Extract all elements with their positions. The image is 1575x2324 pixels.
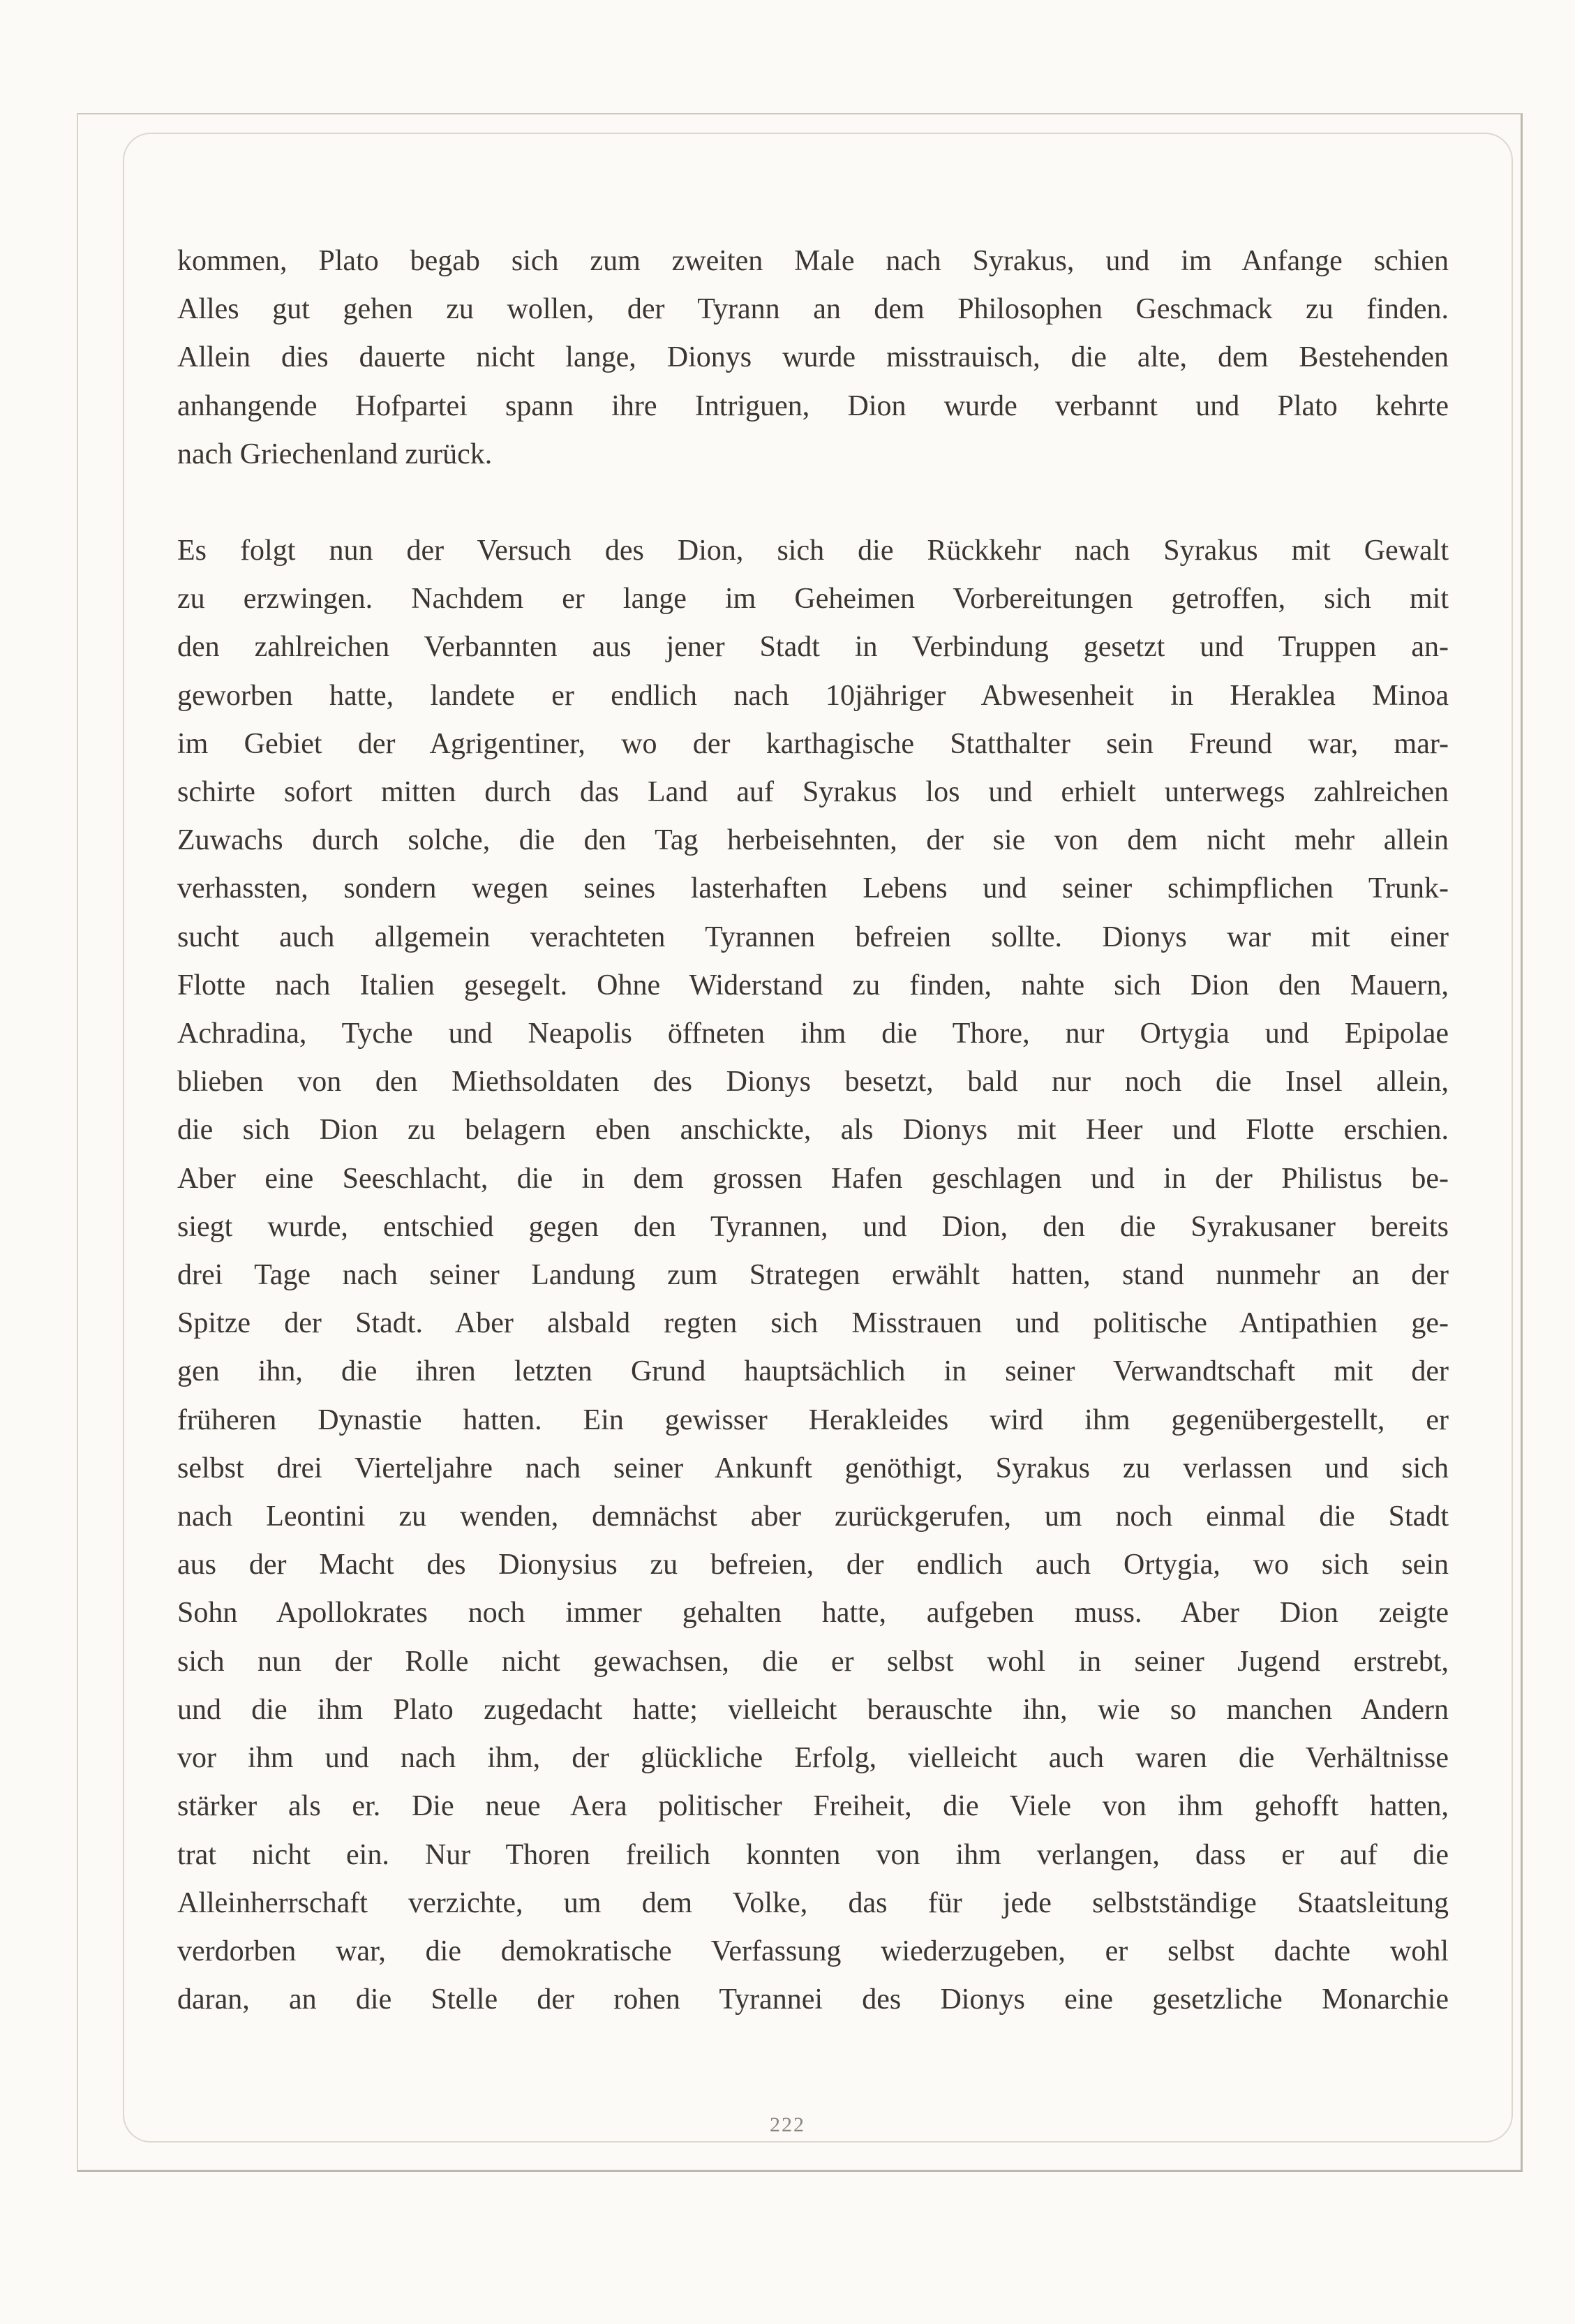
text-line: und die ihm Plato zugedacht hatte; vielleicht berauschte ihn, wie so manchen Andern <box>177 1693 1449 1726</box>
text-line: verhassten, sondern wegen seines lasterhaften Lebens und seiner schimpflichen Trunk- <box>177 872 1449 905</box>
text-line: Flotte nach Italien gesegelt. Ohne Widerstand zu finden, nahte sich Dion den Mauern, <box>177 969 1449 1001</box>
text-line: Zuwachs durch solche, die den Tag herbeisehnten, der sie von dem nicht mehr allein <box>177 824 1449 857</box>
text-line: Allein dies dauerte nicht lange, Dionys wurde misstrauisch, die alte, dem Bestehenden <box>177 341 1449 374</box>
text-line: gen ihn, die ihren letzten Grund hauptsächlich in seiner Verwandtschaft mit der <box>177 1355 1449 1388</box>
text-line: sucht auch allgemein verachteten Tyrannen befreien sollte. Dionys war mit einer <box>177 921 1449 953</box>
text-line: Sohn Apollokrates noch immer gehalten hatte, aufgeben muss. Aber Dion zeigte <box>177 1597 1449 1630</box>
text-line: Alleinherrschaft verzichte, um dem Volke, das für jede selbstständige Staatsleitung <box>177 1886 1449 1919</box>
text-line: daran, an die Stelle der rohen Tyrannei des Dionys eine gesetzliche Monarchie <box>177 1983 1449 2016</box>
paragraph-spacer <box>177 479 1449 527</box>
text-line: sich nun der Rolle nicht gewachsen, die er selbst wohl in seiner Jugend erstrebt, <box>177 1645 1449 1678</box>
text-line: trat nicht ein. Nur Thoren freilich konnten von ihm verlangen, dass er auf die <box>177 1838 1449 1871</box>
text-line: nach Griechenland zurück. <box>177 438 493 470</box>
text-line: nach Leontini zu wenden, demnächst aber zurückgerufen, um noch einmal die Stadt <box>177 1500 1449 1533</box>
page-number: 222 <box>770 2113 805 2136</box>
text-line: verdorben war, die demokratische Verfassung wiederzugeben, er selbst dachte wohl <box>177 1935 1449 1967</box>
text-line: Spitze der Stadt. Aber alsbald regten sich Misstrauen und politische Antipathien ge- <box>177 1307 1449 1340</box>
text-line: vor ihm und nach ihm, der glückliche Erfolg, vielleicht auch waren die Verhältnisse <box>177 1742 1449 1775</box>
text-line: den zahlreichen Verbannten aus jener Stadt in Verbindung gesetzt und Truppen an- <box>177 631 1449 664</box>
text-line: selbst drei Vierteljahre nach seiner Ankunft genöthigt, Syrakus zu verlassen und sich <box>177 1452 1449 1484</box>
page-body <box>177 237 1449 2024</box>
text-line: Achradina, Tyche und Neapolis öffneten ihm die Thore, nur Ortygia und Epipolae <box>177 1018 1449 1050</box>
text-line: stärker als er. Die neue Aera politischer Freiheit, die Viele von ihm gehofft hatten, <box>177 1790 1449 1823</box>
text-line: geworben hatte, landete er endlich nach 10jähriger Abwesenheit in Heraklea Minoa <box>177 679 1449 712</box>
text-line: drei Tage nach seiner Landung zum Strategen erwählt hatten, stand nunmehr an der <box>177 1259 1449 1292</box>
text-line: siegt wurde, entschied gegen den Tyrannen, und Dion, den die Syrakusaner bereits <box>177 1210 1449 1243</box>
text-line: anhangende Hofpartei spann ihre Intriguen, Dion wurde verbannt und Plato kehrte <box>177 389 1449 422</box>
text-line: aus der Macht des Dionysius zu befreien, der endlich auch Ortygia, wo sich sein <box>177 1549 1449 1581</box>
paragraph-1 <box>177 237 1449 479</box>
text-line: schirte sofort mitten durch das Land auf Syrakus los und erhielt unterwegs zahlreichen <box>177 776 1449 809</box>
text-line: die sich Dion zu belagern eben anschickte, als Dionys mit Heer und Flotte erschien. <box>177 1114 1449 1147</box>
text-line: blieben von den Miethsoldaten des Dionys besetzt, bald nur noch die Insel allein, <box>177 1066 1449 1098</box>
text-line: Es folgt nun der Versuch des Dion, sich die Rückkehr nach Syrakus mit Gewalt <box>177 535 1449 567</box>
text-line: kommen, Plato begab sich zum zweiten Male nach Syrakus, und im Anfange schien <box>177 245 1449 277</box>
text-line: Alles gut gehen zu wollen, der Tyrann an dem Philosophen Geschmack zu finden. <box>177 293 1449 326</box>
paragraph-2 <box>177 527 1449 2024</box>
text-line: im Gebiet der Agrigentiner, wo der karthagische Statthalter sein Freund war, mar- <box>177 727 1449 760</box>
text-line: zu erzwingen. Nachdem er lange im Geheimen Vorbereitungen getroffen, sich mit <box>177 583 1449 616</box>
text-line: früheren Dynastie hatten. Ein gewisser Herakleides wird ihm gegenübergestellt, er <box>177 1403 1449 1436</box>
text-line: Aber eine Seeschlacht, die in dem grossen Hafen geschlagen und in der Philistus be- <box>177 1162 1449 1195</box>
